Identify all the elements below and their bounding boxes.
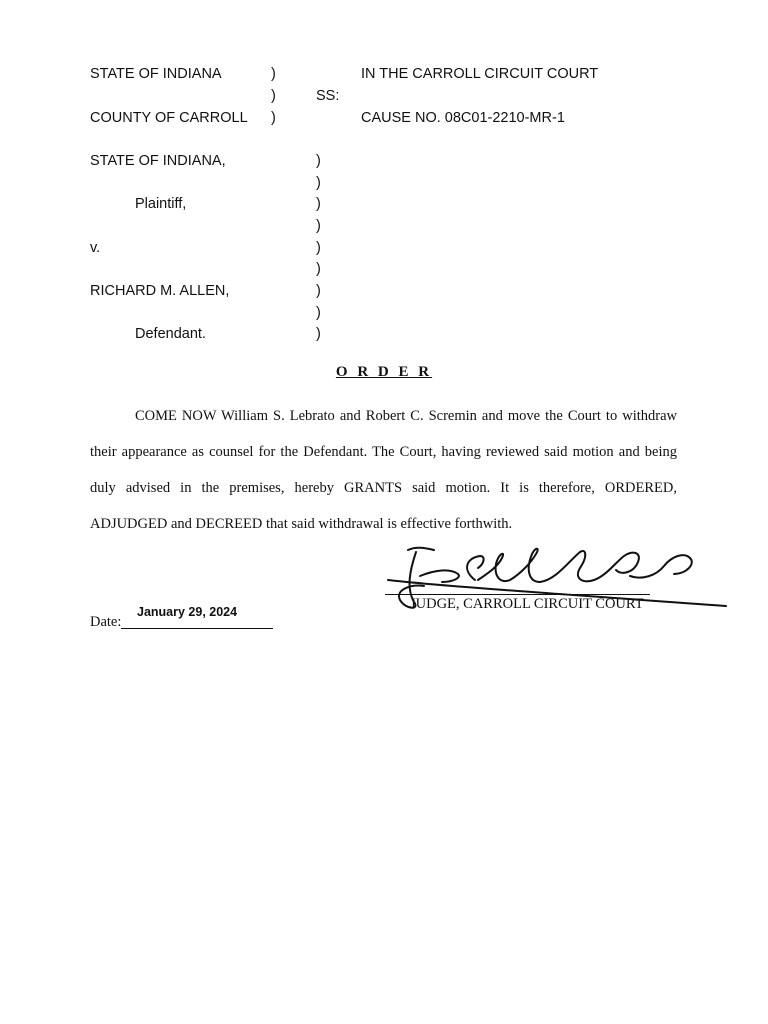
- caption-paren: ): [271, 88, 276, 104]
- versus: v.: [90, 240, 101, 256]
- caption-paren: ): [271, 110, 276, 126]
- plaintiff-role: Plaintiff,: [135, 196, 187, 212]
- party-paren: ): [316, 261, 321, 277]
- defendant-name: RICHARD M. ALLEN,: [90, 283, 230, 299]
- order-line: ADJUDGED and DECREED that said withdrawal is effective forthwith.: [90, 516, 513, 532]
- order-line: duly advised in the premises, hereby GRANTS said motion. It is therefore, ORDERED,: [90, 480, 677, 496]
- date-line: [121, 628, 273, 629]
- party-paren: ): [316, 305, 321, 321]
- order-line: COME NOW William S. Lebrato and Robert C. Scremin and move the Court to withdraw: [135, 408, 677, 424]
- order-line: their appearance as counsel for the Defendant. The Court, having reviewed said motion and being: [90, 444, 677, 460]
- date-label: Date:: [90, 614, 122, 630]
- caption-paren: ): [271, 66, 276, 82]
- signature-line: [385, 594, 650, 595]
- county-left: COUNTY OF CARROLL: [90, 110, 248, 126]
- date-value: January 29, 2024: [137, 605, 238, 619]
- party-paren: ): [316, 218, 321, 234]
- party-paren: ): [316, 196, 321, 212]
- party-paren: ): [316, 283, 321, 299]
- order-title: O R D E R: [335, 364, 433, 380]
- plaintiff-name: STATE OF INDIANA,: [90, 153, 226, 169]
- party-paren: ): [316, 240, 321, 256]
- court-name: IN THE CARROLL CIRCUIT COURT: [361, 66, 599, 82]
- ss-label: SS:: [316, 88, 340, 104]
- party-paren: ): [316, 153, 321, 169]
- cause-number: CAUSE NO. 08C01-2210-MR-1: [361, 110, 565, 126]
- party-paren: ): [316, 326, 321, 342]
- judge-label: JUDGE, CARROLL CIRCUIT COURT: [410, 596, 644, 612]
- party-paren: ): [316, 175, 321, 191]
- defendant-role: Defendant.: [135, 326, 206, 342]
- state-left: STATE OF INDIANA: [90, 66, 222, 82]
- order-body: [90, 398, 677, 542]
